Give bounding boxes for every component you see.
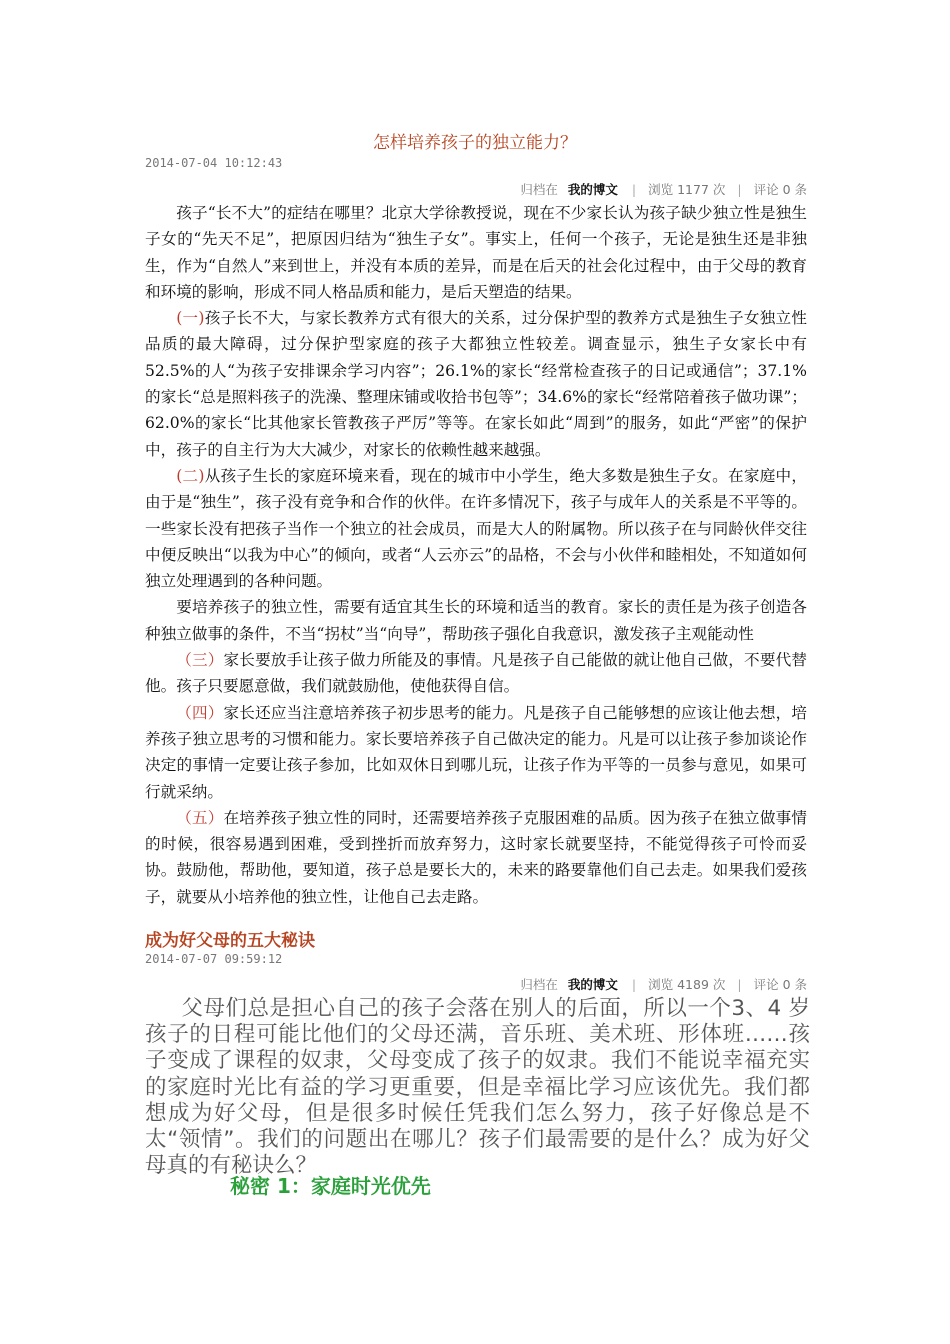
paragraph: （三）家长要放手让孩子做力所能及的事情。凡是孩子自己能做的就让他自己做，不要代替他。孩子只要愿意做，我们就鼓励他，使他获得自信。 xyxy=(145,651,807,696)
paragraph: (一)孩子长不大，与家长教养方式有很大的关系，过分保护型的教养方式是独生子女独立性品质的最大障碍，过分保护型家庭的孩子大都独立性较差。调查显示，独生子女家长中有 52.5%的人“为孩子安排课余学习内容”；26.1%的家长“经常检查孩子的日记或通信”；37.1%的家长“总是照料孩子的洗澡、整理床铺或收拾书包等”；34.6%的家长“经常陪着孩子做功课”；62.0%的家长“比其他家长管教孩子严厉”等等。在家长如此“周到”的服务，如此“严密”的保护中，孩子的自主行为大大减少，对家长的依赖性越来越强。 xyxy=(145,309,807,459)
post-date: 2014-07-04 10:12:43 xyxy=(145,156,283,170)
post-date: 2014-07-07 09:59:12 xyxy=(145,952,283,966)
paragraph-marker: （五） xyxy=(176,808,224,827)
archived-label: 归档在 xyxy=(520,182,558,197)
category-link[interactable]: 我的博文 xyxy=(567,182,618,197)
view-count: 浏览 1177 次 xyxy=(648,182,726,197)
paragraph-marker: （四） xyxy=(176,703,224,722)
paragraph: (二)从孩子生长的家庭环境来看，现在的城市中小学生，绝大多数是独生子女。在家庭中，由于是“独生”，孩子没有竞争和合作的伙伴。在许多情况下，孩子与成年人的关系是不平等的。一些家长没有把孩子当作一个独立的社会成员，而是大人的附属物。所以孩子在与同龄伙伴交往中便反映出“以我为中心”的倾向，或者“人云亦云”的品格，不会与小伙伴和睦相处，不知道如何独立处理遇到的各种问题。 xyxy=(145,466,807,591)
post-meta: 归档在 我的博文 | 浏览 1177 次 | 评论 0 条 xyxy=(520,182,807,197)
post-body xyxy=(145,200,807,910)
category-link[interactable]: 我的博文 xyxy=(567,977,618,992)
archived-label: 归档在 xyxy=(520,977,558,992)
post-intro xyxy=(145,996,810,1179)
comment-count[interactable]: 评论 0 条 xyxy=(753,182,807,197)
section-heading: 秘密 1：家庭时光优先 xyxy=(230,1174,431,1198)
paragraph: 要培养孩子的独立性，需要有适宜其生长的环境和适当的教育。家长的责任是为孩子创造各种独立做事的条件，不当“拐杖”当“向导”，帮助孩子强化自我意识，激发孩子主观能动性 xyxy=(145,598,807,643)
paragraph-marker: （三） xyxy=(176,651,224,670)
comment-count[interactable]: 评论 0 条 xyxy=(753,977,807,992)
paragraph: 孩子“长不大”的症结在哪里？北京大学徐教授说，现在不少家长认为孩子缺少独立性是独生子女的“先天不足”，把原因归结为“独生子女”。事实上，任何一个孩子，无论是独生还是非独生，作为“自然人”来到世上，并没有本质的差异，而是在后天的社会化过程中，由于父母的教育和环境的影响，形成不同人格品质和能力，是后天塑造的结果。 xyxy=(145,204,807,301)
paragraph-marker: (一) xyxy=(176,309,205,328)
post-meta: 归档在 我的博文 | 浏览 4189 次 | 评论 0 条 xyxy=(520,977,807,992)
paragraph: （四）家长还应当注意培养孩子初步思考的能力。凡是孩子自己能够想的应该让他去想，培养孩子独立思考的习惯和能力。家长要培养孩子自己做决定的能力。凡是可以让孩子参加谈论作决定的事情一定要让孩子参加，比如双休日到哪儿玩，让孩子作为平等的一员参与意见，如果可行就采纳。 xyxy=(145,703,807,801)
paragraph: （五）在培养孩子独立性的同时，还需要培养孩子克服困难的品质。因为孩子在独立做事情的时候，很容易遇到困难，受到挫折而放弃努力，这时家长就要坚持，不能觉得孩子可怜而妥协。鼓励他，帮助他，要知道，孩子总是要长大的，未来的路要靠他们自己去走。如果我们爱孩子，就要从小培养他的独立性，让他自己去走路。 xyxy=(145,808,807,906)
intro-paragraph: 父母们总是担心自己的孩子会落在别人的后面，所以一个3、4 岁孩子的日程可能比他们的父母还满，音乐班、美术班、形体班……孩子变成了课程的奴隶，父母变成了孩子的奴隶。我们不能说幸福充实的家庭时光比有益的学习更重要，但是幸福比学习应该优先。我们都想成为好父母，但是很多时候任凭我们怎么努力，孩子好像总是不太“领情”。我们的问题出在哪儿？孩子们最需要的是什么？成为好父母真的有秘诀么？ xyxy=(145,996,810,1179)
view-count: 浏览 4189 次 xyxy=(648,977,726,992)
post-title[interactable]: 怎样培养孩子的独立能力？ xyxy=(373,133,577,153)
paragraph-marker: (二) xyxy=(176,466,205,485)
post-title[interactable]: 成为好父母的五大秘诀 xyxy=(145,931,315,951)
